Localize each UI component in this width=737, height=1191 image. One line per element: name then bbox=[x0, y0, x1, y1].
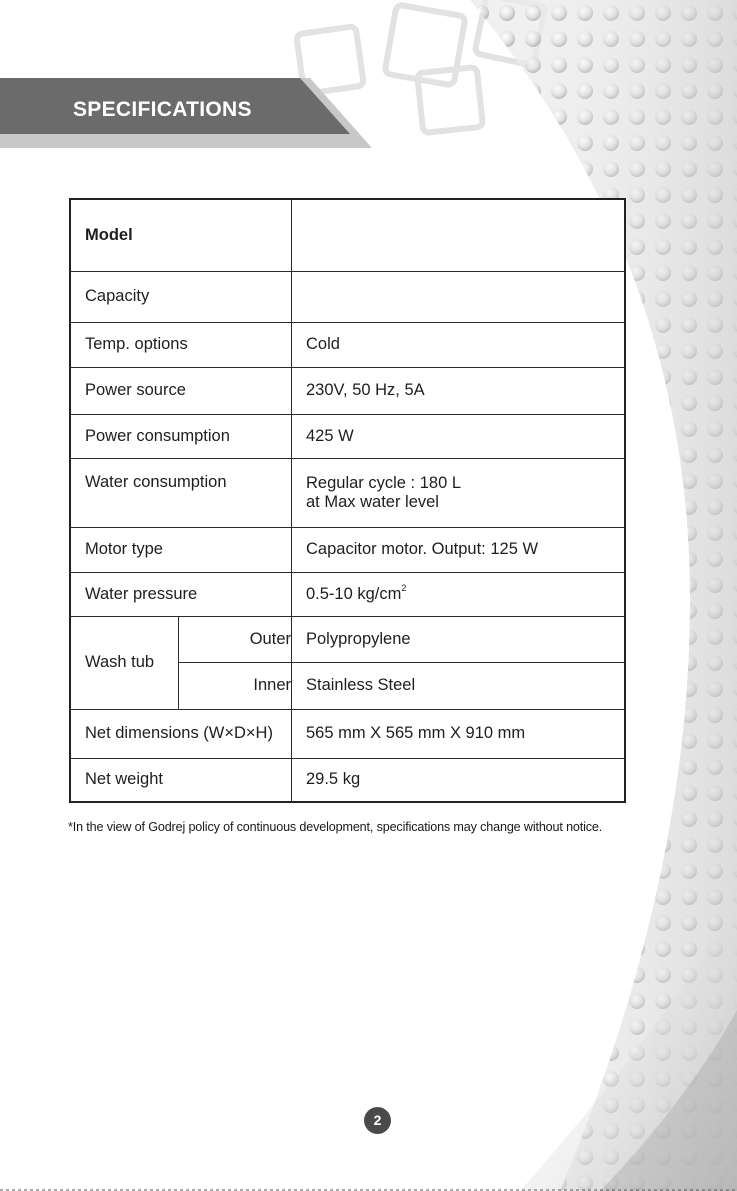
spec-value-inner: Stainless Steel bbox=[292, 662, 626, 709]
footnote: *In the view of Godrej policy of continuous development, specifications may change without notice. bbox=[68, 820, 603, 834]
spec-label-temp-options: Temp. options bbox=[70, 322, 292, 367]
table-row bbox=[70, 709, 625, 758]
table-row bbox=[70, 322, 625, 367]
table-row bbox=[70, 367, 625, 414]
specifications-table bbox=[69, 198, 626, 803]
spec-label-power-source: Power source bbox=[70, 367, 292, 414]
table-row bbox=[70, 271, 625, 322]
table-row bbox=[70, 414, 625, 458]
spec-label-power-consumption: Power consumption bbox=[70, 414, 292, 458]
spec-value-motor-type: Capacitor motor. Output: 125 W bbox=[292, 527, 626, 572]
spec-value-power-source: 230V, 50 Hz, 5A bbox=[292, 367, 626, 414]
spec-label-water-consumption: Water consumption bbox=[70, 458, 292, 527]
spec-value-water-consumption bbox=[292, 458, 626, 527]
water-consumption-line-1: Regular cycle : 180 L bbox=[306, 473, 462, 492]
spec-value-power-consumption: 425 W bbox=[292, 414, 626, 458]
table-row bbox=[70, 199, 625, 271]
table-row bbox=[70, 758, 625, 802]
spec-sublabel-inner: Inner bbox=[179, 662, 292, 709]
spec-label-model: Model bbox=[70, 199, 292, 271]
table-row bbox=[70, 527, 625, 572]
spec-value-temp-options: Cold bbox=[292, 322, 626, 367]
spec-value-capacity bbox=[292, 271, 626, 322]
spec-label-net-dimensions: Net dimensions (W×D×H) bbox=[70, 709, 292, 758]
water-pressure-value: 0.5-10 kg/cm bbox=[306, 584, 402, 603]
table-row bbox=[70, 572, 625, 616]
spec-value-model bbox=[292, 199, 626, 271]
spec-sublabel-outer: Outer bbox=[179, 616, 292, 662]
table-row bbox=[70, 616, 625, 662]
spec-value-net-weight: 29.5 kg bbox=[292, 758, 626, 802]
spec-value-water-pressure bbox=[292, 572, 626, 616]
page-title: SPECIFICATIONS bbox=[73, 98, 252, 121]
spec-label-motor-type: Motor type bbox=[70, 527, 292, 572]
superscript-two: 2 bbox=[401, 582, 407, 593]
spec-value-net-dimensions: 565 mm X 565 mm X 910 mm bbox=[292, 709, 626, 758]
spec-label-capacity: Capacity bbox=[70, 271, 292, 322]
page-number-badge: 2 bbox=[364, 1107, 391, 1134]
spec-label-water-pressure: Water pressure bbox=[70, 572, 292, 616]
table-row bbox=[70, 458, 625, 527]
spec-value-outer: Polypropylene bbox=[292, 616, 626, 662]
spec-label-net-weight: Net weight bbox=[70, 758, 292, 802]
spec-label-wash-tub: Wash tub bbox=[70, 616, 179, 709]
water-consumption-line-2: at Max water level bbox=[306, 492, 439, 511]
